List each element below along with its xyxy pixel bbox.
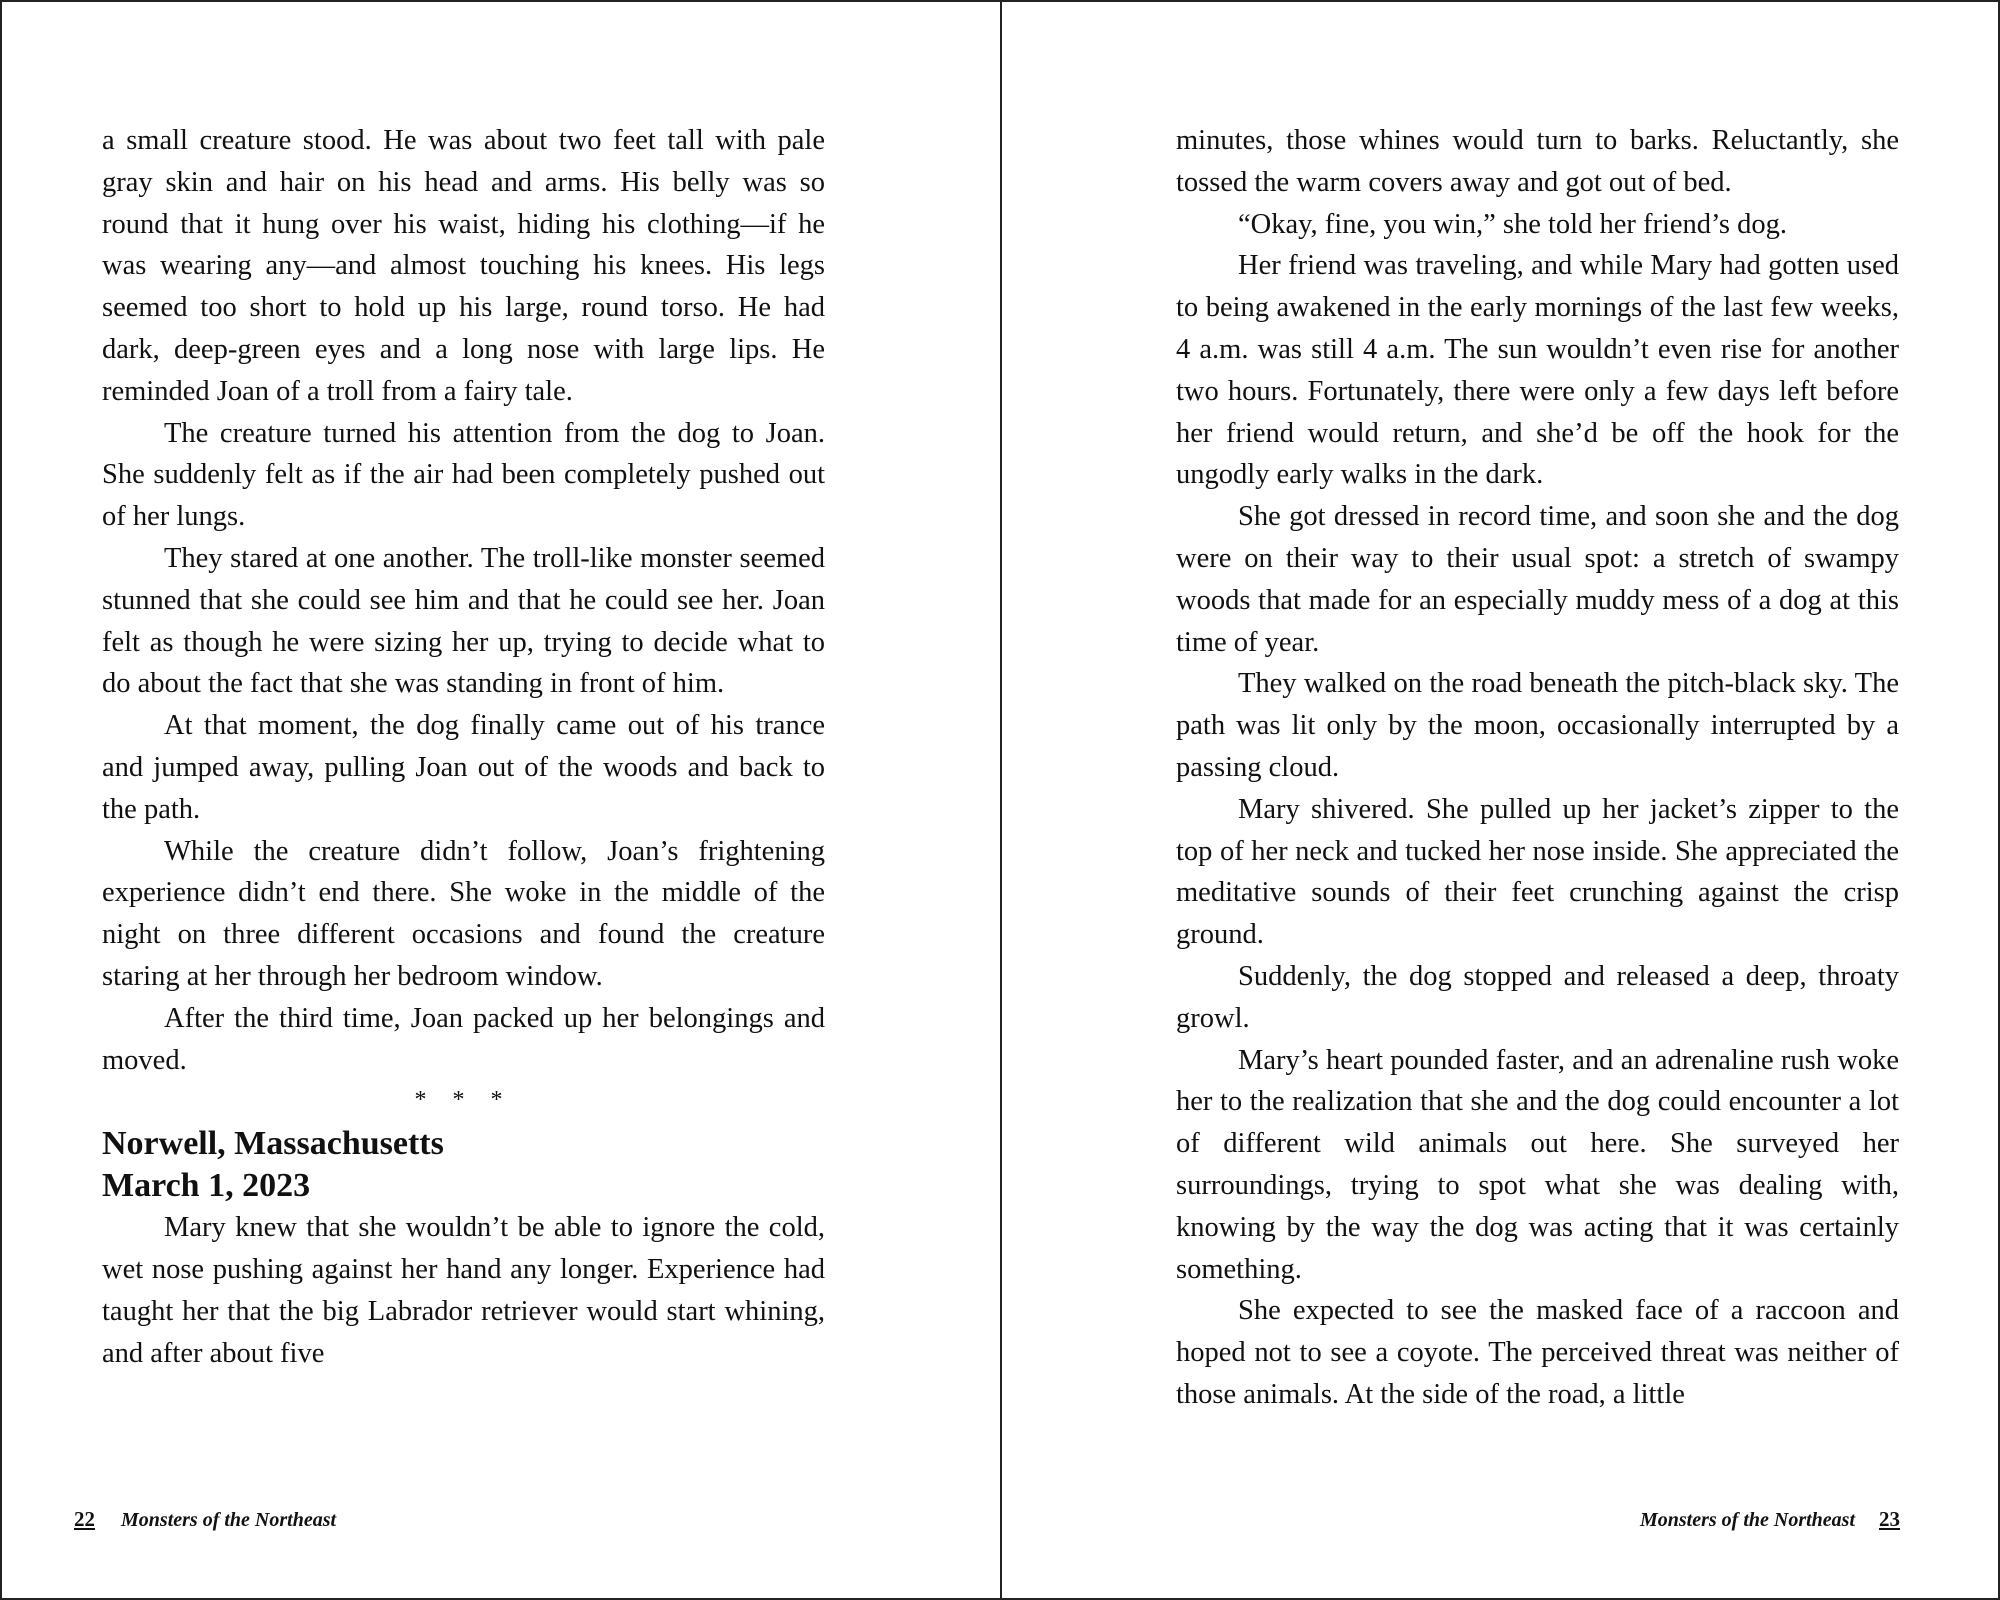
right-paragraph-4: She got dressed in record time, and soon she and the dog were on their way to their usual spot: a stretch of swampy woods that made for an especially muddy mess of a dog at this time of year. [1176, 501, 1899, 658]
right-paragraph-5: They walked on the road beneath the pitch-black sky. The path was lit only by the moon, occasionally interrupted by a passing cloud. [1176, 668, 1899, 783]
right-running-title: Monsters of the Northeast [1639, 1509, 1855, 1531]
right-paragraph-3: Her friend was traveling, and while Mary had gotten used to being awakened in the early mornings of the last few weeks, 4 a.m. was still 4 a.m. The sun wouldn’t even rise for another two hours. Fortunately, there were only a few days left before her friend would return, and she’d be off the hook for the ungodly early walks in the dark. [1176, 250, 1899, 491]
left-paragraph-5: While the creature didn’t follow, Joan’s frightening experience didn’t end there. She woke in the middle of the night on three different occasions and found the creature staring at her through her bedroom window. [102, 835, 825, 992]
left-running-title: Monsters of the Northeast [121, 1509, 337, 1531]
left-paragraph-3: They stared at one another. The troll-like monster seemed stunned that she could see him and that he could see her. Joan felt as though he were sizing her up, trying to decide what to do about the fact that she was standing in front of him. [102, 542, 825, 700]
right-page [1176, 120, 1899, 1416]
right-paragraph-9: She expected to see the masked face of a raccoon and hoped not to see a coyote. The perceived threat was neither of those animals. At the side of the road, a little [1176, 1295, 1899, 1410]
page-gutter-divider [1000, 2, 1002, 1598]
right-paragraph-6: Mary shivered. She pulled up her jacket’s zipper to the top of her neck and tucked her nose inside. She appreciated the meditative sounds of their feet crunching against the crisp ground. [1176, 793, 1899, 951]
right-paragraph-7: Suddenly, the dog stopped and released a deep, throaty growl. [1176, 960, 1899, 1034]
left-paragraph-1: a small creature stood. He was about two feet tall with pale gray skin and hair on his head and arms. His belly was so round that it hung over his waist, hiding his clothing—if he was wearing any—and almost touching his knees. His legs seemed too short to hold up his large, round torso. He had dark, deep-green eyes and a long nose with large lips. He reminded Joan of a troll from a fairy tale. [102, 125, 825, 407]
left-paragraph-4: At that moment, the dog finally came out of his trance and jumped away, pulling Joan out of the woods and back to the path. [102, 710, 825, 825]
left-paragraph-6: After the third time, Joan packed up her belongings and moved. [102, 1002, 825, 1076]
left-page-number: 22 [74, 1507, 95, 1531]
right-paragraph-2: “Okay, fine, you win,” she told her friend’s dog. [1238, 208, 1788, 240]
right-paragraph-1: minutes, those whines would turn to barks. Reluctantly, she tossed the warm covers away and got out of bed. [1176, 125, 1899, 198]
right-page-number: 23 [1879, 1507, 1900, 1531]
left-page-footer [74, 1507, 336, 1532]
right-page-footer [1640, 1507, 1900, 1532]
section-heading-date: March 1, 2023 [102, 1167, 311, 1205]
left-page [102, 120, 825, 1375]
right-paragraph-8: Mary’s heart pounded faster, and an adrenaline rush woke her to the realization that she and the dog could encounter a lot of different wild animals out here. She surveyed her surroundings, trying to spot what she was dealing with, knowing by the way the dog was acting that it was certainly something. [1176, 1044, 1899, 1285]
section-break: * * * [414, 1087, 513, 1114]
left-paragraph-2: The creature turned his attention from the dog to Joan. She suddenly felt as if the air had been completely pushed out of her lungs. [102, 417, 825, 533]
left-paragraph-after-heading: Mary knew that she wouldn’t be able to ignore the cold, wet nose pushing against her hand any longer. Experience had taught her that the big Labrador retriever would start whining, and after about five [102, 1212, 825, 1369]
section-heading-location: Norwell, Massachusetts [102, 1125, 444, 1163]
